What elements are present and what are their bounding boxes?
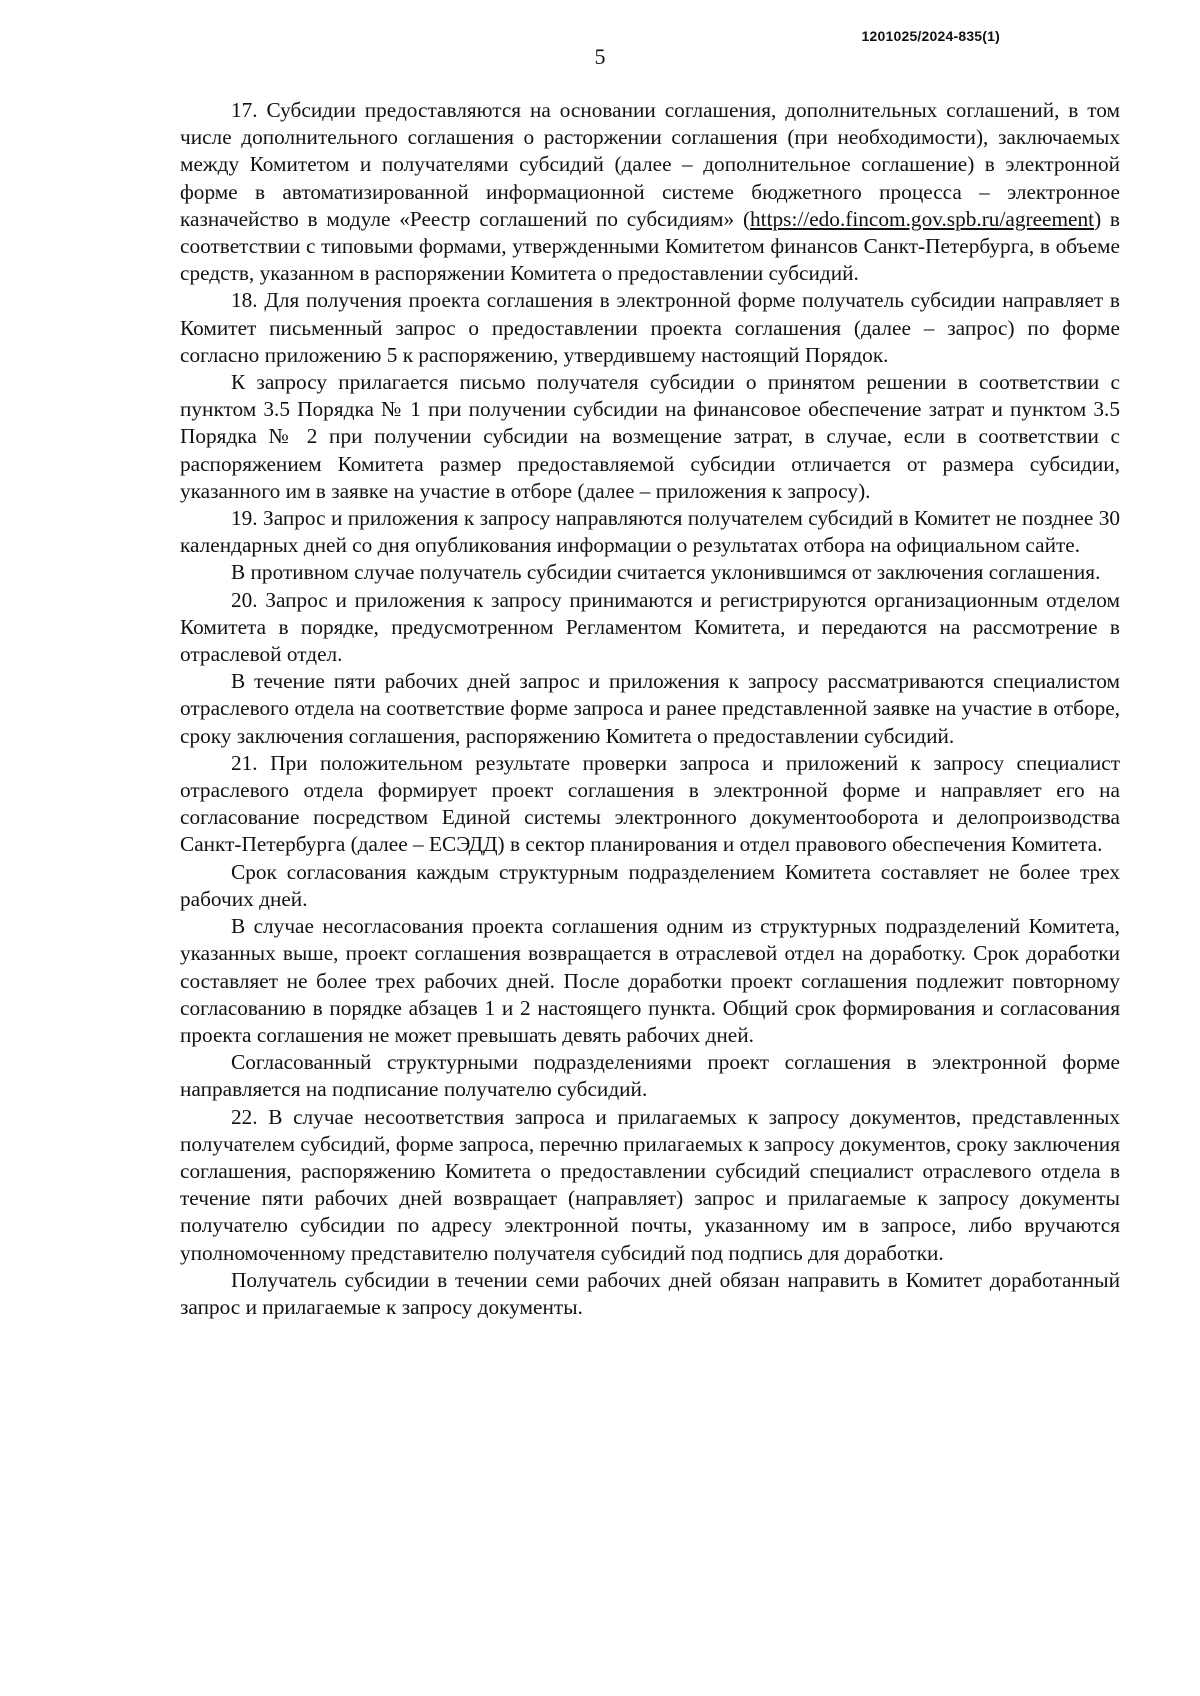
paragraph-22-resubmission: Получатель субсидии в течении семи рабочих дней обязан направить в Комитет доработанный запрос и прилагаемые к запросу документы. (180, 1267, 1120, 1319)
paragraph-20: 20. Запрос и приложения к запросу принимаются и регистрируются организационным отделом Комитета в порядке, предусмотренном Регламентом Комитета, и передаются на рассмотрение в отраслевой отдел. (180, 587, 1120, 667)
paragraph-21-approval-term: Срок согласования каждым структурным подразделением Комитета составляет не более трех рабочих дней. (180, 859, 1120, 911)
paragraph-22: 22. В случае несоответствия запроса и прилагаемых к запросу документов, представленных получателем субсидий, форме запроса, перечню прилагаемых к запросу документов, сроку заключения соглашения, распоряжению Комитета о предоставлении субсидий специалист отраслевого отдела в течение пяти рабочих дней возвращает (направляет) запрос и прилагаемые к запросу документы получателю субсидии по адресу электронной почты, указанному им в запросе, либо вручаются уполномоченному представителю получателя субсидий под подпись для доработки. (180, 1104, 1120, 1265)
agreement-registry-link[interactable]: https://edo.fincom.gov.spb.ru/agreement (750, 206, 1095, 231)
document-body (180, 97, 1120, 1321)
paragraph-20-review: В течение пяти рабочих дней запрос и приложения к запросу рассматриваются специалистом отраслевого отдела на соответствие форме запроса и ранее представленной заявке на участие в отборе, сроку заключения соглашения, распоряжению Комитета о предоставлении субсидий. (180, 669, 1120, 748)
paragraph-18-attachments: К запросу прилагается письмо получателя субсидии о принятом решении в соответствии с пунктом 3.5 Порядка № 1 при получении субсидии на финансовое обеспечение затрат и пунктом 3.5 Порядка № 2 при получении субсидии на возмещение затрат, в случае, если в соответствии с распоряжением Комитета размер предоставляемой субсидии отличается от размера субсидии, указанного им в заявке на участие в отборе (далее – приложения к запросу). (180, 370, 1120, 503)
paragraph-21-rework: В случае несогласования проекта соглашения одним из структурных подразделений Комитета, указанных выше, проект соглашения возвращается в отраслевой отдел на доработку. Срок доработки составляет не более трех рабочих дней. После доработки проект соглашения подлежит повторному согласованию в порядке абзацев 1 и 2 настоящего пункта. Общий срок формирования и согласования проекта соглашения не может превышать девять рабочих дней. (180, 914, 1120, 1047)
paragraph-19-evasion: В противном случае получатель субсидии считается уклонившимся от заключения соглашения. (231, 560, 1101, 585)
paragraph-21: 21. При положительном результате проверки запроса и приложений к запросу специалист отраслевого отдела формирует проект соглашения в электронной форме и направляет его на согласование посредством Единой системы электронного документооборота и делопроизводства Санкт-Петербурга (далее – ЕСЭДД) в сектор планирования и отдел правового обеспечения Комитета. (180, 750, 1120, 857)
paragraph-21-signing: Согласованный структурными подразделениями проект соглашения в электронной форме направляется на подписание получателю субсидий. (180, 1050, 1120, 1102)
paragraph-19: 19. Запрос и приложения к запросу направляются получателем субсидий в Комитет не позднее 30 календарных дней со дня опубликования информации о результатах отбора на официальном сайте. (180, 506, 1120, 558)
paragraph-17-text-before: 17. Субсидии предоставляются на основании соглашения, дополнительных соглашений, в том числе дополнительного соглашения о расторжении соглашения (при необходимости), заключаемых между Комитетом и получателями субсидий (далее – дополнительное соглашение) в электронной форме в автоматизированной информационной системе бюджетного процесса – электронное казначейство в модуле «Реестр соглашений по субсидиям» ( (180, 98, 1120, 231)
paragraph-17 (180, 97, 1120, 287)
page-number: 5 (594, 44, 606, 69)
paragraph-17-text-after: ) в соответствии с типовыми формами, утвержденными Комитетом финансов Санкт-Петербурга, в объеме средств, указанном в распоряжении Комитета о предоставлении субсидий. (180, 206, 1120, 286)
document-id: 1201025/2024-835(1) (861, 28, 1000, 44)
paragraph-18: 18. Для получения проекта соглашения в электронной форме получатель субсидии направляет в Комитет письменный запрос о предоставлении проекта соглашения (далее – запрос) по форме согласно приложению 5 к распоряжению, утвердившему настоящий Порядок. (180, 288, 1120, 367)
